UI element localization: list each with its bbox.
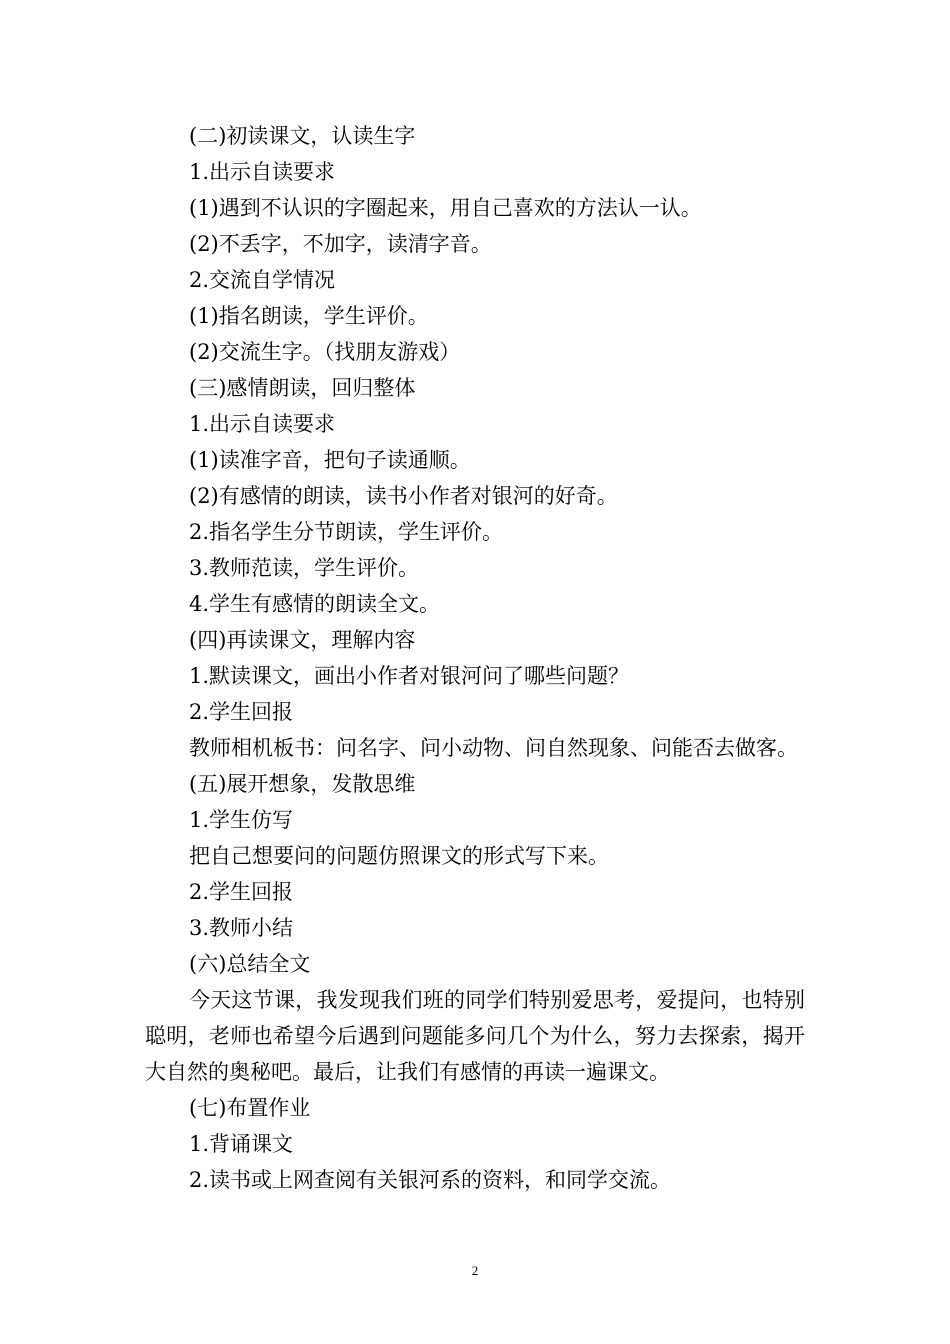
text-line: 把自己想要问的问题仿照课文的形式写下来。 — [189, 844, 609, 868]
section-heading: (五)展开想象，发散思维 — [189, 772, 416, 796]
text-line: 1.背诵课文 — [189, 1132, 294, 1156]
text-line: 4.学生有感情的朗读全文。 — [189, 592, 441, 616]
text-line: 教师相机板书：问名字、问小动物、问自然现象、问能否去做客。 — [189, 736, 798, 760]
text-line: (1)读准字音，把句子读通顺。 — [189, 448, 471, 472]
document-body — [145, 118, 815, 1198]
text-line: (2)不丢字，不加字，读清字音。 — [189, 232, 492, 256]
text-line: 1.出示自读要求 — [189, 412, 336, 436]
text-line: 1.默读课文，画出小作者对银河问了哪些问题？ — [189, 664, 630, 688]
text-line: 3.教师小结 — [189, 916, 294, 940]
text-line: (2)有感情的朗读，读书小作者对银河的好奇。 — [189, 484, 618, 508]
text-line: (2)交流生字。（找朋友游戏） — [189, 340, 461, 364]
text-line: 2.指名学生分节朗读，学生评价。 — [189, 520, 504, 544]
text-line: 2.学生回报 — [189, 880, 294, 904]
text-line: (1)遇到不认识的字圈起来，用自己喜欢的方法认一认。 — [189, 196, 702, 220]
text-line: 2.读书或上网查阅有关银河系的资料，和同学交流。 — [189, 1168, 672, 1192]
section-heading: (六)总结全文 — [189, 952, 311, 976]
section-heading: (四)再读课文，理解内容 — [189, 628, 416, 652]
text-line: 1.出示自读要求 — [189, 160, 336, 184]
section-heading: (七)布置作业 — [189, 1096, 311, 1120]
page-number: 2 — [471, 1263, 479, 1278]
text-line: 3.教师范读，学生评价。 — [189, 556, 420, 580]
text-line: (1)指名朗读，学生评价。 — [189, 304, 429, 328]
section-heading: (二)初读课文，认读生字 — [189, 124, 416, 148]
text-line: 1.学生仿写 — [189, 808, 294, 832]
section-heading: (三)感情朗读，回归整体 — [189, 376, 416, 400]
text-line: 2.学生回报 — [189, 700, 294, 724]
summary-paragraph: 今天这节课，我发现我们班的同学们特别爱思考，爱提问，也特别聪明，老师也希望今后遇到问题能多问几个为什么，努力去探索，揭开大自然的奥秘吧。最后，让我们有感情的再读一遍课文。 — [145, 988, 805, 1084]
text-line: 2.交流自学情况 — [189, 268, 336, 292]
